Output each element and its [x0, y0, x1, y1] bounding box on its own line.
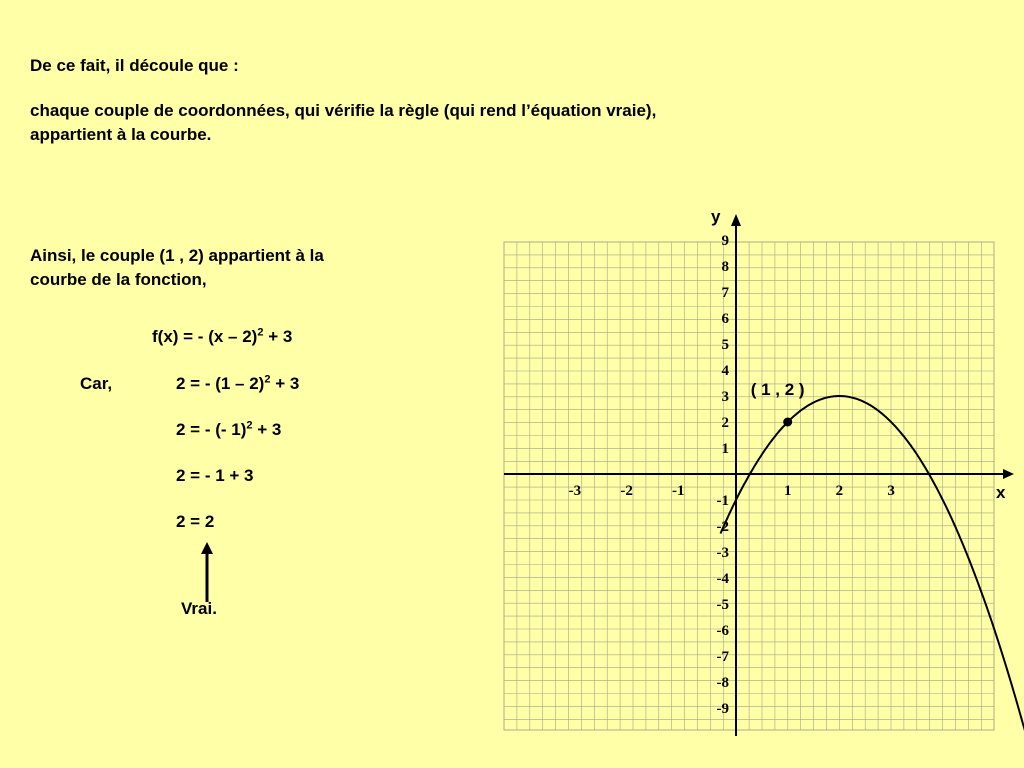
- y-tick-label: -6: [716, 623, 729, 639]
- y-tick-label: -7: [716, 649, 729, 665]
- x-tick-label: -2: [620, 483, 633, 499]
- x-tick-label: 1: [783, 483, 792, 499]
- y-tick-label: -9: [716, 701, 729, 717]
- function-equation: f(x) = - (x – 2)$^2$ + 3: [152, 326, 293, 346]
- y-tick-label: -4: [716, 571, 729, 587]
- y-tick-label: 6: [721, 311, 729, 327]
- step-2: 2 = - (- 1)$^2$ + 3: [176, 419, 282, 439]
- heading: De ce fait, il découle que :: [30, 56, 239, 75]
- x-tick-label: 3: [887, 483, 895, 499]
- statement-line-1: chaque couple de coordonnées, qui vérifie la règle (qui rend l’équation vraie),: [30, 101, 657, 120]
- y-tick-label: 7: [721, 285, 729, 301]
- y-tick-label: -2: [716, 519, 729, 535]
- conclusion-line-2: courbe de la fonction,: [30, 270, 207, 289]
- y-tick-label: 4: [721, 363, 729, 379]
- y-tick-label: -5: [716, 597, 729, 613]
- function-curve: [721, 396, 1024, 762]
- point-label: ( 1 , 2 ): [750, 380, 805, 399]
- point-marker: [783, 418, 792, 427]
- y-tick-label: 2: [721, 415, 729, 431]
- x-tick-label: 2: [835, 483, 844, 499]
- y-axis-arrow-icon: [731, 214, 741, 226]
- step-4: 2 = 2: [176, 512, 215, 531]
- y-tick-label: 3: [721, 389, 729, 405]
- verdict-label: Vrai.: [181, 599, 217, 618]
- y-axis-label: y: [711, 207, 721, 226]
- statement-line-2: appartient à la courbe.: [30, 125, 212, 144]
- y-tick-label: -3: [716, 545, 729, 561]
- conclusion-line-1: Ainsi, le couple (1 , 2) appartient à la: [30, 246, 324, 265]
- x-axis-label: x: [996, 483, 1006, 502]
- x-axis-arrow-icon: [1003, 469, 1014, 479]
- y-tick-label: 9: [721, 233, 729, 249]
- x-tick-label: -3: [568, 483, 582, 499]
- x-tick-label: -1: [672, 483, 685, 499]
- step-1: 2 = - (1 – 2)$^2$ + 3: [176, 373, 300, 393]
- y-tick-label: 5: [721, 337, 729, 353]
- step-3: 2 = - 1 + 3: [176, 466, 254, 485]
- y-tick-label: -8: [716, 675, 729, 691]
- y-tick-label: -1: [716, 493, 729, 509]
- y-tick-label: 8: [721, 259, 729, 275]
- car-label: Car,: [80, 374, 113, 393]
- y-tick-label: 1: [721, 441, 729, 457]
